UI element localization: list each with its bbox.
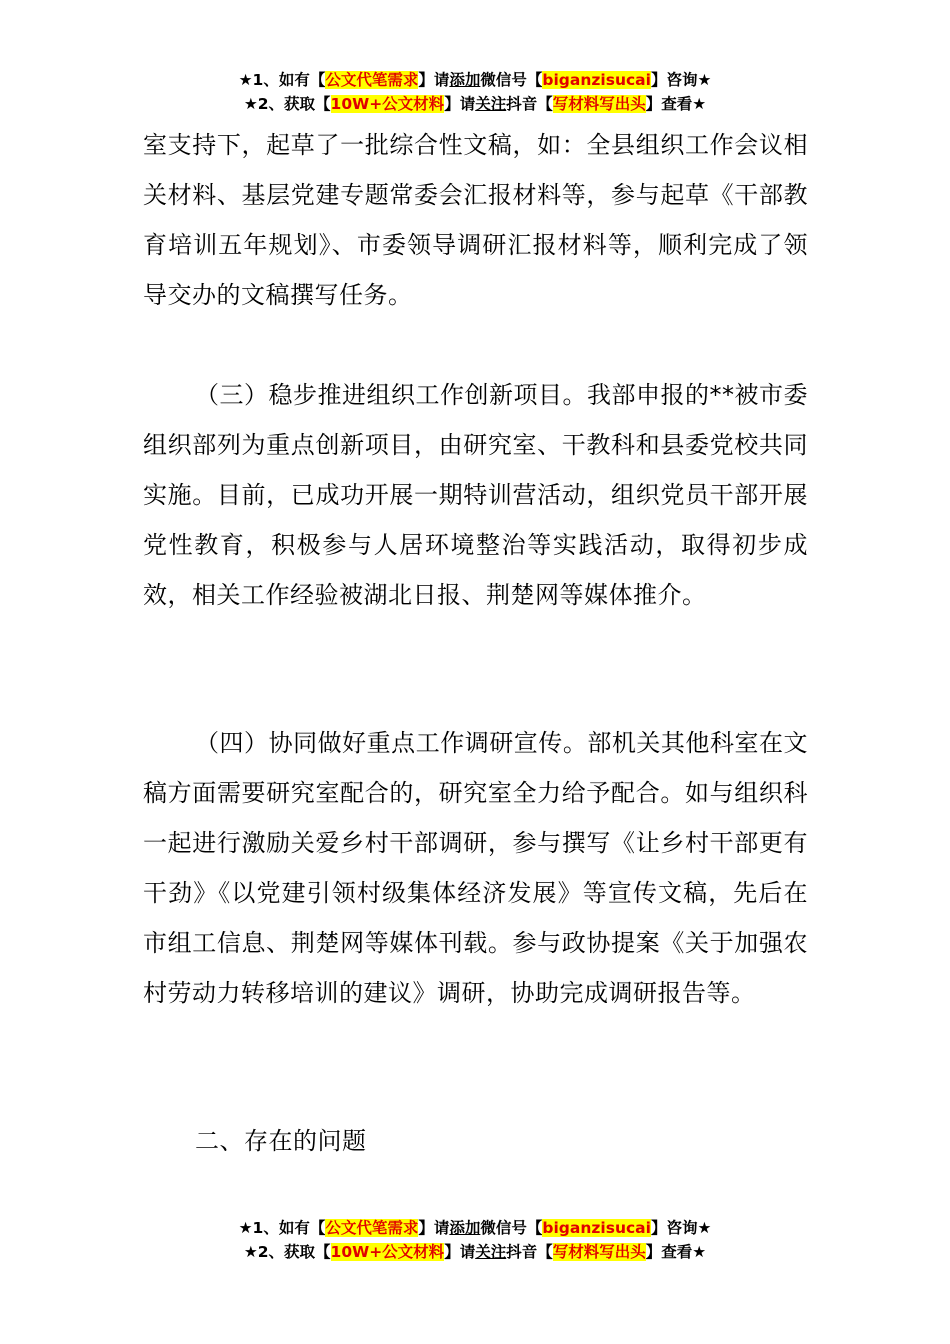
banner-text: 】请 (418, 1219, 450, 1237)
banner-text: 】请 (418, 71, 450, 89)
banner-text: 】查看★ (645, 95, 707, 113)
header-banner (0, 68, 950, 116)
banner-underlined: 关注 (475, 1243, 507, 1261)
paragraph-text (143, 370, 808, 620)
banner-line-1 (0, 1216, 950, 1240)
banner-text: 】咨询★ (650, 71, 712, 89)
banner-highlight: 写材料写出头 (552, 95, 646, 113)
banner-text: 抖音【 (506, 1243, 553, 1261)
banner-highlight: 公文代笔需求 (325, 1219, 419, 1237)
banner-text: ★1、如有【 (238, 71, 326, 89)
paragraph-text: 室支持下，起草了一批综合性文稿，如：全县组织工作会议相关材料、基层党建专题常委会汇报材料等，参与起草《干部教育培训五年规划》、市委领导调研汇报材料等，顺利完成了领导交办的文稿撰写任务。 (143, 131, 808, 309)
paragraph-text (143, 718, 808, 1018)
banner-highlight: 写材料写出头 (552, 1243, 646, 1261)
banner-text: ★1、如有【 (238, 1219, 326, 1237)
paragraph-3 (143, 718, 808, 1018)
paragraph-2 (143, 370, 808, 620)
paragraph-content: （四）协同做好重点工作调研宣传。部机关其他科室在文稿方面需要研究室配合的，研究室全力给予配合。如与组织科一起进行激励关爱乡村干部调研，参与撰写《让乡村干部更有干劲》《以党建引领村级集体经济发展》等宣传文稿，先后在市组工信息、荆楚网等媒体刊载。参与政协提案《关于加强农村劳动力转移培训的建议》调研，协助完成调研报告等。 (143, 729, 808, 1007)
banner-highlight: biganzisucai (542, 1219, 651, 1237)
banner-highlight: 10W+公文材料 (330, 95, 445, 113)
banner-text: 抖音【 (506, 95, 553, 113)
banner-highlight: biganzisucai (542, 71, 651, 89)
banner-line-2 (0, 92, 950, 116)
banner-text: 】请 (444, 95, 476, 113)
banner-text: ★2、获取【 (243, 95, 331, 113)
banner-text: ★2、获取【 (243, 1243, 331, 1261)
banner-underlined: 添加 (449, 1219, 481, 1237)
banner-text: 】请 (444, 1243, 476, 1261)
banner-text: 微信号【 (480, 1219, 543, 1237)
banner-highlight: 公文代笔需求 (325, 71, 419, 89)
banner-line-1 (0, 68, 950, 92)
footer-banner (0, 1216, 950, 1264)
section-heading: 二、存在的问题 (195, 1127, 367, 1155)
paragraph-content: （三）稳步推进组织工作创新项目。我部申报的**被市委组织部列为重点创新项目，由研究室、干教科和县委党校共同实施。目前，已成功开展一期特训营活动，组织党员干部开展党性教育，积极参与人居环境整治等实践活动，取得初步成效，相关工作经验被湖北日报、荆楚网等媒体推介。 (143, 381, 808, 609)
banner-highlight: 10W+公文材料 (330, 1243, 445, 1261)
banner-line-2 (0, 1240, 950, 1264)
paragraph-1 (143, 120, 808, 320)
banner-text: 】查看★ (645, 1243, 707, 1261)
banner-text: 微信号【 (480, 71, 543, 89)
banner-underlined: 添加 (449, 71, 481, 89)
banner-underlined: 关注 (475, 95, 507, 113)
banner-text: 】咨询★ (650, 1219, 712, 1237)
